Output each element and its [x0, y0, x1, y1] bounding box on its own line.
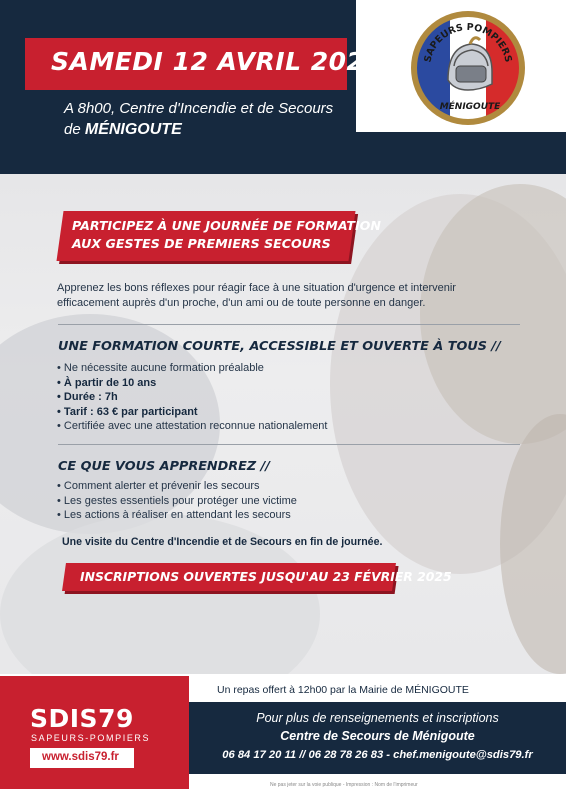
contact-line[interactable]: 06 84 17 20 11 // 06 28 78 26 83 - chef.menigoute@sdis79.fr — [222, 749, 533, 761]
section-learn-list — [57, 479, 297, 523]
fine-print: Ne pas jeter sur la voie publique - Impression : Nom de l'imprimeur — [270, 782, 418, 788]
sdis-subtitle: SAPEURS-POMPIERS — [31, 733, 151, 743]
divider-2 — [58, 444, 520, 445]
visit-text: Une visite du Centre d'Incendie et de Secours en fin de journée. — [62, 536, 383, 548]
sdis-website-box — [30, 748, 134, 768]
sdis-title: SDIS79 — [30, 704, 134, 733]
event-time-location: A 8h00, Centre d'Incendie et de Secours — [64, 100, 334, 117]
list-item: • Les gestes essentiels pour protéger une victime — [57, 494, 297, 509]
badge-top-text: SAPEURS POMPIERS — [422, 21, 514, 64]
registration-tag: INSCRIPTIONS OUVERTES JUSQU'AU 23 FÉVRIER 2025 — [80, 569, 452, 584]
section-format-title: UNE FORMATION COURTE, ACCESSIBLE ET OUVERTE À TOUS // — [58, 339, 501, 354]
intro-text: Apprenez les bons réflexes pour réagir face à une situation d'urgence et intervenir efficacement auprès d'un proche, d'un ami ou de toute personne en danger. — [57, 282, 456, 309]
fire-brigade-badge-logo — [410, 10, 526, 126]
list-item: • Ne nécessite aucune formation préalable — [57, 361, 327, 376]
section-learn-title: CE QUE VOUS APPRENDREZ // — [58, 459, 270, 474]
list-item: • À partir de 10 ans — [57, 376, 327, 391]
info-line-1: Pour plus de renseignements et inscriptions — [256, 711, 499, 725]
intro-tag: PARTICIPEZ À UNE JOURNÉE DE FORMATION AUX GESTES DE PREMIERS SECOURS — [72, 218, 381, 251]
section-format-list — [57, 361, 327, 434]
info-line-2: Centre de Secours de Ménigoute — [280, 729, 475, 743]
event-place: de MÉNIGOUTE — [64, 121, 182, 138]
list-item: • Durée : 7h — [57, 390, 327, 405]
list-item: • Tarif : 63 € par participant — [57, 405, 327, 420]
event-place-name: MÉNIGOUTE — [84, 121, 182, 138]
meal-text: Un repas offert à 12h00 par la Mairie de MÉNIGOUTE — [217, 684, 469, 696]
date-banner — [25, 38, 383, 90]
badge-bottom-text: MÉNIGOUTE — [439, 102, 501, 112]
divider-1 — [58, 324, 520, 325]
list-item: • Les actions à réaliser en attendant les secours — [57, 508, 297, 523]
list-item: • Certifiée avec une attestation reconnue nationalement — [57, 419, 327, 434]
list-item: • Comment alerter et prévenir les secours — [57, 479, 297, 494]
sdis-website-link[interactable]: www.sdis79.fr — [42, 751, 119, 763]
date-title: SAMEDI 12 AVRIL 2025 — [51, 47, 383, 76]
